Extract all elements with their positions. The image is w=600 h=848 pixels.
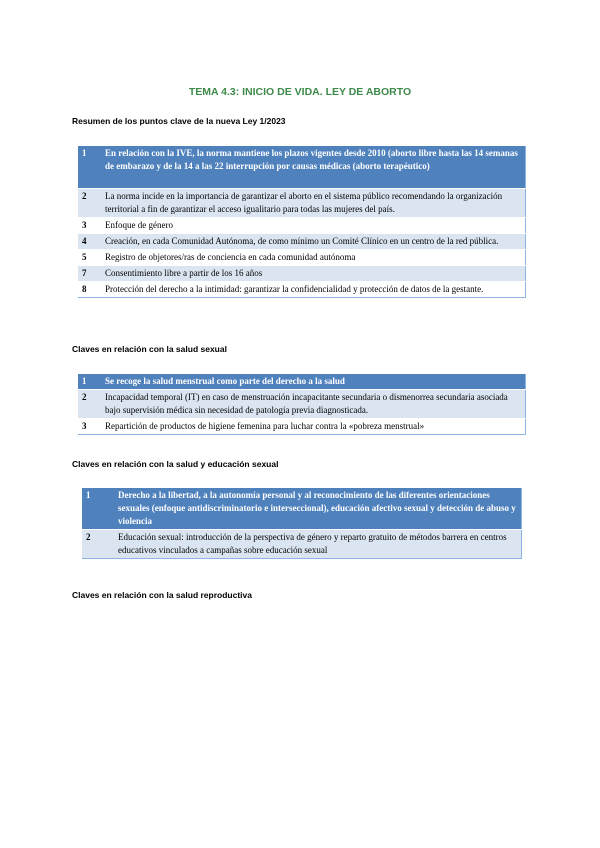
row-number: 3: [78, 419, 101, 435]
table-row: [82, 488, 522, 530]
row-text: Incapacidad temporal (IT) en caso de menstruación incapacitante secundaria o dismenorrea secundaria asociada bajo supervisión médica sin necesidad de patología previa diagnosticada.: [101, 390, 526, 419]
table-row: [78, 390, 526, 419]
table-row: [78, 249, 526, 265]
row-text: La norma incide en la importancia de garantizar el aborto en el sistema público recomendando la organización territorial a fin de garantizar el acceso igualitario para todas las mujeres del país.: [101, 188, 526, 217]
row-number: 3: [78, 217, 101, 233]
row-number: 5: [78, 249, 101, 265]
row-text: Registro de objetores/ras de conciencia en cada comunidad autónoma: [101, 249, 526, 265]
section-heading-salud-reproductiva: Claves en relación con la salud reproductiva: [72, 590, 252, 600]
row-text: En relación con la IVE, la norma mantiene los plazos vigentes desde 2010 (aborto libre hasta las 14 semanas de embarazo y de la 14 a las 22 interrupción por causas médicas (aborto terapéutico): [101, 146, 526, 188]
row-text: Se recoge la salud menstrual como parte del derecho a la salud: [101, 374, 526, 390]
row-text: Repartición de productos de higiene femenina para luchar contra la «pobreza menstrual»: [101, 419, 526, 435]
table-row: [78, 233, 526, 249]
row-text: Creación, en cada Comunidad Autónoma, de como mínimo un Comité Clínico en un centro de la red pública.: [101, 233, 526, 249]
row-text: Protección del derecho a la intimidad: garantizar la confidencialidad y protección de datos de la gestante.: [101, 281, 526, 297]
page-title: TEMA 4.3: INICIO DE VIDA. LEY DE ABORTO: [188, 86, 412, 98]
row-number: 2: [78, 188, 101, 217]
key-points-table-ley: [78, 146, 526, 298]
row-number: 7: [78, 265, 101, 281]
row-number: 2: [82, 530, 114, 559]
row-number: 1: [82, 488, 114, 530]
row-number: 4: [78, 233, 101, 249]
row-number: 1: [78, 146, 101, 188]
row-number: 2: [78, 390, 101, 419]
section-heading-salud-sexual: Claves en relación con la salud sexual: [72, 344, 227, 354]
row-text: Derecho a la libertad, a la autonomía personal y al reconocimiento de las diferentes orientaciones sexuales (enfoque antidiscriminatorio e interseccional), educación afectivo sexual y detección de abuso y violencia: [114, 488, 522, 530]
key-points-table-salud-sexual: [78, 374, 526, 435]
row-text: Consentimiento libre a partir de los 16 años: [101, 265, 526, 281]
row-text: Educación sexual: introducción de la perspectiva de género y reparto gratuito de métodos barrera en centros educativos vinculados a campañas sobre educación sexual: [114, 530, 522, 559]
table-row: [78, 281, 526, 297]
table-row: [78, 217, 526, 233]
table-row: [78, 146, 526, 188]
section-heading-ley: Resumen de los puntos clave de la nueva Ley 1/2023: [72, 116, 286, 126]
table-row: [78, 374, 526, 390]
row-number: 8: [78, 281, 101, 297]
row-text: Enfoque de género: [101, 217, 526, 233]
row-number: 1: [78, 374, 101, 390]
table-row: [78, 265, 526, 281]
table-row: [78, 188, 526, 217]
key-points-table-educacion-sexual: [82, 488, 522, 559]
table-row: [82, 530, 522, 559]
table-row: [78, 419, 526, 435]
section-heading-educacion-sexual: Claves en relación con la salud y educación sexual: [72, 459, 279, 469]
